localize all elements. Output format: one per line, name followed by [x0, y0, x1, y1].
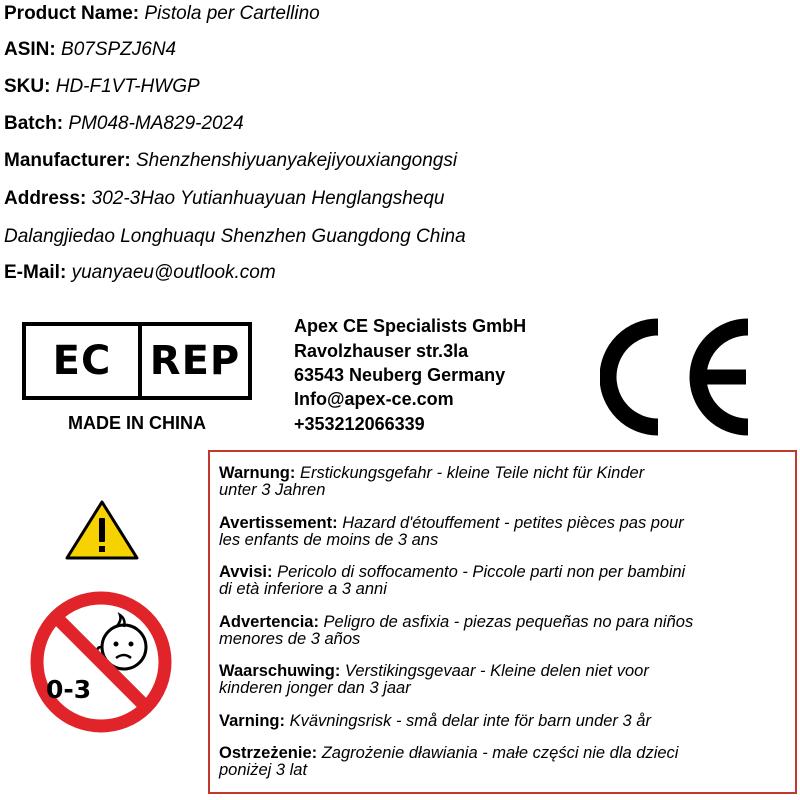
rep-street: Ravolzhauser str.3la [294, 341, 469, 361]
made-in-label: MADE IN CHINA [68, 413, 206, 433]
warning-text: Hazard d'étouffement - petites pièces pas pour [342, 514, 684, 532]
email-value: yuanyaeu@outlook.com [71, 262, 276, 283]
batch-label: Batch: [4, 113, 64, 134]
asin-value: B07SPZJ6N4 [61, 39, 177, 60]
manufacturer-label: Manufacturer: [4, 150, 131, 171]
warning-label: Advertencia: [219, 613, 319, 631]
warning-label: Ostrzeżenie: [219, 744, 318, 762]
email-label: E-Mail: [4, 262, 67, 283]
sku-label: SKU: [4, 76, 51, 97]
warning-triangle-icon [64, 499, 140, 561]
warning-text: Verstikingsgevaar - Kleine delen niet voor [344, 662, 649, 680]
warning-text-2: unter 3 Jahren [219, 481, 326, 499]
warning-label: Avvisi: [219, 563, 273, 581]
warning-text: Kvävningsrisk - små delar inte för barn under 3 år [289, 712, 651, 730]
ec-rep-rep-text: REP [149, 338, 241, 384]
batch-value: PM048-MA829-2024 [68, 113, 244, 134]
batch-line [4, 113, 244, 135]
warning-sv [219, 713, 784, 730]
warning-text: Zagrożenie dławiania - małe części nie dla dzieci [321, 744, 679, 762]
warning-nl [219, 663, 784, 697]
email-line [4, 262, 276, 284]
warning-text: Peligro de asfixia - piezas pequeñas no para niños [323, 613, 694, 631]
warning-label: Avertissement: [219, 514, 338, 532]
asin-line [4, 39, 176, 61]
rep-email: Info@apex-ce.com [294, 389, 454, 409]
ec-rep-ec-text: EC [26, 326, 142, 396]
product-name-label: Product Name: [4, 3, 140, 24]
warning-fr [219, 515, 784, 549]
warning-text: Erstickungsgefahr - kleine Teile nicht für Kinder [299, 464, 645, 482]
warning-text-2: menores de 3 años [219, 630, 361, 648]
rep-company: Apex CE Specialists GmbH [294, 316, 527, 336]
sku-line [4, 76, 200, 98]
asin-label: ASIN: [4, 39, 56, 60]
ce-mark-icon [600, 318, 762, 436]
warning-text-2: kinderen jonger dan 3 jaar [219, 679, 411, 697]
warning-pl [219, 745, 784, 779]
manufacturer-line [4, 150, 457, 172]
manufacturer-value: Shenzhenshiyuanyakejiyouxiangongsi [135, 150, 458, 171]
address-value: 302-3Hao Yutianhuayuan Henglangshequ [91, 188, 445, 209]
warning-text-2: di età inferiore a 3 anni [219, 580, 387, 598]
warning-text-2: les enfants de moins de 3 ans [219, 531, 439, 549]
product-name-value: Pistola per Cartellino [144, 3, 320, 24]
warning-label: Warnung: [219, 464, 296, 482]
address-label: Address: [4, 188, 87, 209]
address-value-2: Dalangjiedao Longhuaqu Shenzhen Guangdong China [4, 226, 466, 247]
warning-it [219, 564, 784, 598]
no-under-3-icon [28, 589, 174, 735]
rep-phone: +353212066339 [294, 414, 425, 434]
warning-es [219, 614, 784, 648]
rep-city: 63543 Neuberg Germany [294, 365, 506, 385]
warning-label: Waarschuwing: [219, 662, 341, 680]
address-line-2 [4, 226, 466, 248]
warning-label: Varning: [219, 712, 286, 730]
address-line [4, 188, 445, 210]
warning-text: Pericolo di soffocamento - Piccole parti non per bambini [277, 563, 686, 581]
warning-text-2: poniżej 3 lat [219, 761, 308, 779]
warnings-box [208, 450, 797, 794]
sku-value: HD-F1VT-HWGP [55, 76, 200, 97]
age-range-label: 0-3 [46, 675, 92, 704]
warning-de [219, 465, 784, 499]
product-name-line [4, 3, 320, 25]
ec-rep-symbol [22, 322, 252, 400]
